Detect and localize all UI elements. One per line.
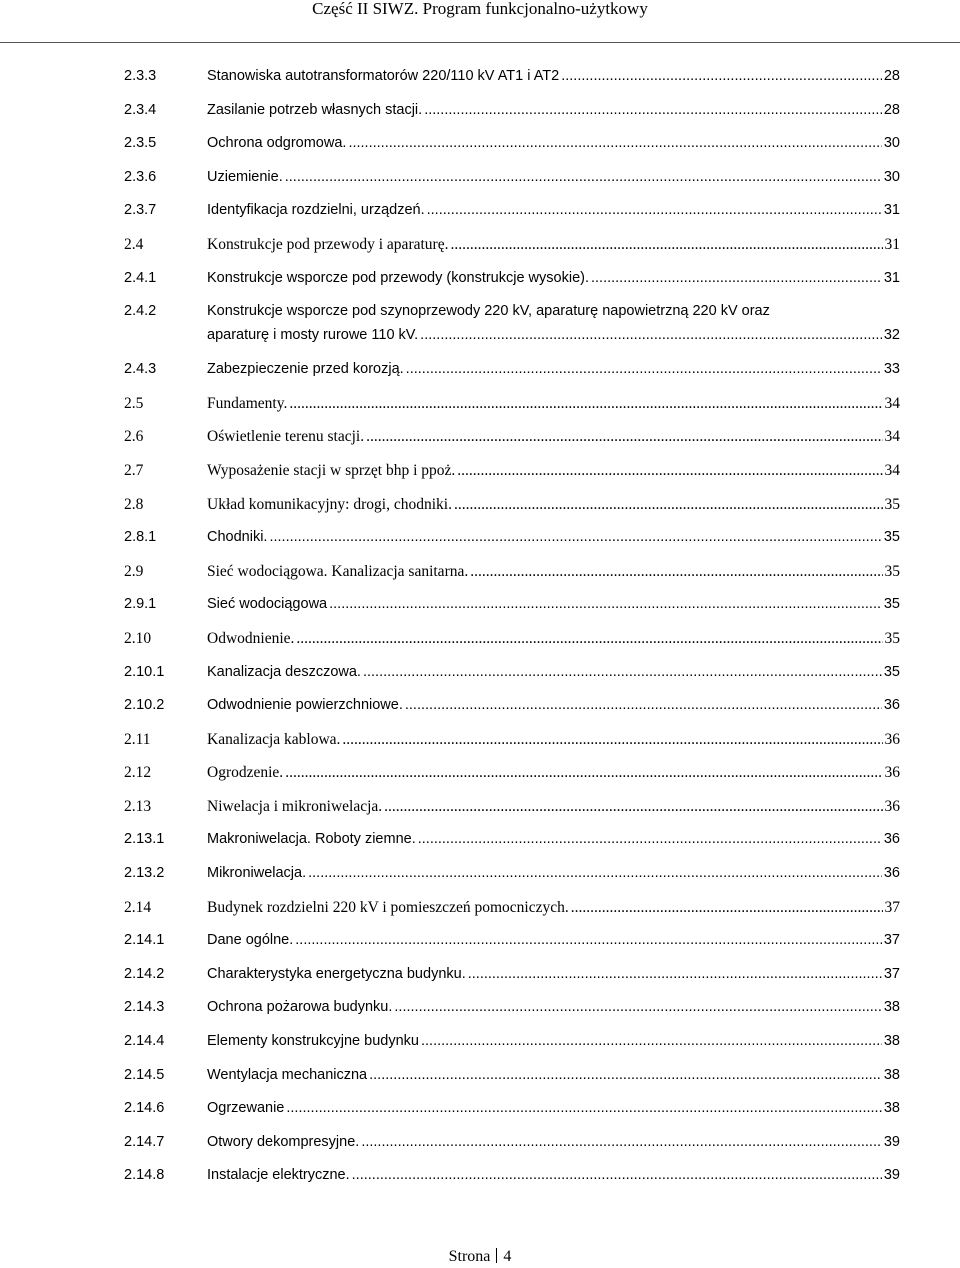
document-title: Część II SIWZ. Program funkcjonalno-użytkowy: [312, 0, 648, 18]
toc-entry-title: Ogrodzenie.: [207, 764, 284, 782]
toc-entry-body: [207, 496, 900, 514]
toc-entry-page: 38: [883, 1066, 900, 1083]
toc-entry[interactable]: [124, 1031, 900, 1065]
toc-entry[interactable]: [124, 527, 900, 561]
toc-entry-number: 2.10.1: [124, 663, 165, 680]
toc-entry[interactable]: [124, 863, 900, 897]
dot-leader: [384, 798, 882, 816]
toc-entry-title: Konstrukcje wsporcze pod szynoprzewody 220 kV, aparaturę napowietrzną 220 kV oraz: [207, 303, 770, 320]
toc-entry-title: Charakterystyka energetyczna budynku.: [207, 965, 466, 982]
dot-leader: [342, 731, 882, 749]
toc-entry[interactable]: [124, 762, 900, 796]
toc-entry-page: 28: [883, 68, 900, 84]
toc-entry-number: 2.12: [124, 764, 152, 782]
toc-entry-body: [207, 395, 900, 413]
toc-entry-page: 31: [884, 235, 900, 253]
table-of-contents: [124, 66, 900, 1199]
toc-entry-body: [207, 202, 900, 218]
dot-leader: [285, 764, 882, 782]
toc-entry[interactable]: [124, 460, 900, 494]
toc-entry-body: [207, 664, 900, 680]
toc-entry-number: 2.11: [124, 730, 151, 748]
toc-entry-body: [207, 1033, 900, 1049]
dot-leader: [352, 1167, 882, 1183]
toc-entry-body: [207, 831, 900, 847]
toc-entry-page: 34: [884, 461, 900, 479]
page-header: [0, 0, 960, 44]
toc-entry-body: [207, 361, 900, 377]
page-footer: [0, 1248, 960, 1266]
toc-entry-title: Fundamenty.: [207, 394, 288, 412]
toc-entry-page: 33: [883, 361, 900, 378]
dot-leader: [571, 899, 883, 917]
toc-entry-page: 35: [884, 629, 900, 647]
toc-entry-number: 2.4.3: [124, 361, 157, 378]
toc-entry[interactable]: [124, 426, 900, 460]
toc-entry-page: 35: [884, 562, 900, 580]
toc-entry[interactable]: [124, 494, 900, 528]
dot-leader: [424, 102, 882, 118]
toc-entry-body: [207, 798, 900, 816]
dot-leader: [285, 169, 882, 185]
toc-entry-page: 35: [883, 663, 900, 680]
toc-entry[interactable]: [124, 930, 900, 964]
toc-entry-page: 35: [884, 495, 900, 513]
toc-entry-title: Konstrukcje pod przewody i aparaturę.: [207, 235, 449, 253]
toc-entry-number: 2.3.4: [124, 101, 157, 118]
dot-leader: [420, 327, 882, 343]
dot-leader: [450, 236, 882, 254]
toc-entry[interactable]: [124, 133, 900, 167]
toc-entry[interactable]: [124, 829, 900, 863]
toc-entry[interactable]: [124, 200, 900, 234]
toc-entry-title: Konstrukcje wsporcze pod przewody (konstrukcje wysokie).: [207, 269, 589, 286]
toc-entry-title: Chodniki.: [207, 529, 268, 546]
toc-entry-number: 2.14.3: [124, 999, 165, 1016]
toc-entry-number: 2.13.2: [124, 865, 165, 882]
toc-entry[interactable]: [124, 1165, 900, 1199]
toc-entry-title: Mikroniwelacja.: [207, 865, 307, 882]
dot-leader: [591, 270, 882, 286]
toc-entry-body: [207, 899, 900, 917]
toc-entry-number: 2.14.1: [124, 932, 165, 949]
toc-entry[interactable]: [124, 1098, 900, 1132]
toc-entry[interactable]: [124, 1065, 900, 1099]
toc-entry-title: Makroniwelacja. Roboty ziemne.: [207, 831, 416, 848]
toc-entry-page: 35: [883, 529, 900, 546]
toc-entry-body: [207, 236, 900, 254]
toc-entry-body: [207, 529, 900, 545]
toc-entry-page: 34: [884, 394, 900, 412]
toc-entry-number: 2.5: [124, 394, 144, 412]
toc-entry-body: [207, 1167, 900, 1183]
toc-entry-number: 2.4.1: [124, 269, 157, 286]
toc-entry-number: 2.14.5: [124, 1066, 165, 1083]
toc-entry-page: 36: [884, 764, 900, 782]
toc-entry[interactable]: [124, 897, 900, 931]
dot-leader: [406, 361, 882, 377]
toc-entry[interactable]: [124, 234, 900, 268]
dot-leader: [457, 462, 882, 480]
toc-entry-page: 38: [883, 1033, 900, 1050]
toc-entry-body: [207, 966, 900, 982]
dot-leader: [308, 865, 882, 881]
toc-entry-page: 31: [883, 269, 900, 286]
toc-entry-title: Odwodnienie powierzchniowe.: [207, 697, 403, 714]
dot-leader: [421, 1033, 882, 1049]
toc-entry-title: Kanalizacja deszczowa.: [207, 663, 361, 680]
toc-entry-number: 2.3.3: [124, 68, 157, 84]
toc-entry-title: Zasilanie potrzeb własnych stacji.: [207, 101, 423, 118]
toc-entry-number: 2.10: [124, 629, 152, 647]
toc-entry-title: Wyposażenie stacji w sprzęt bhp i ppoż.: [207, 461, 456, 479]
toc-entry-page: 36: [883, 697, 900, 714]
toc-entry-body: [207, 169, 900, 185]
toc-entry-title: Kanalizacja kablowa.: [207, 730, 341, 748]
footer-page-number: 4: [503, 1248, 512, 1265]
toc-entry-body: [207, 630, 900, 648]
toc-entry[interactable]: [124, 100, 900, 134]
toc-entry-page: 30: [883, 168, 900, 185]
toc-entry-title-continued: aparaturę i mosty rurowe 110 kV.: [207, 327, 419, 344]
toc-entry-number: 2.14.8: [124, 1167, 165, 1184]
toc-entry-body: [207, 764, 900, 782]
toc-entry[interactable]: [124, 997, 900, 1031]
toc-entry-title: Ogrzewanie: [207, 1100, 285, 1117]
toc-entry-number: 2.14.2: [124, 965, 165, 982]
toc-entry[interactable]: [124, 628, 900, 662]
header-divider: [0, 42, 960, 43]
toc-entry-title: Oświetlenie terenu stacji.: [207, 428, 365, 446]
toc-entry-number: 2.13: [124, 797, 152, 815]
toc-entry[interactable]: [124, 301, 900, 359]
dot-leader: [561, 68, 882, 84]
dot-leader: [427, 202, 882, 218]
dot-leader: [366, 428, 882, 446]
toc-entry[interactable]: [124, 1132, 900, 1166]
dot-leader: [418, 831, 882, 847]
toc-entry-page: 30: [883, 135, 900, 152]
toc-entry-title: Sieć wodociągowa. Kanalizacja sanitarna.: [207, 562, 469, 580]
toc-entry-body: [207, 596, 900, 612]
dot-leader: [348, 135, 881, 151]
toc-entry-number: 2.3.7: [124, 202, 157, 219]
toc-entry-title: Instalacje elektryczne.: [207, 1167, 350, 1184]
dot-leader: [454, 496, 883, 514]
toc-entry-page: 39: [883, 1133, 900, 1150]
toc-entry-number: 2.8.1: [124, 529, 157, 546]
toc-entry-body: [207, 1134, 900, 1150]
toc-entry-number: 2.13.1: [124, 831, 165, 848]
toc-entry-body: [207, 932, 900, 948]
toc-entry-number: 2.3.5: [124, 135, 157, 152]
toc-entry-body: [207, 303, 900, 343]
toc-entry-body: [207, 428, 900, 446]
footer-separator: [496, 1248, 497, 1263]
toc-entry-number: 2.14.6: [124, 1100, 165, 1117]
toc-entry-page: 38: [883, 999, 900, 1016]
toc-entry-body: [207, 865, 900, 881]
toc-entry-title: Ochrona pożarowa budynku.: [207, 999, 393, 1016]
toc-entry-number: 2.14: [124, 898, 152, 916]
toc-entry[interactable]: [124, 662, 900, 696]
toc-entry-body: [207, 1067, 900, 1083]
toc-entry-title: Ochrona odgromowa.: [207, 135, 347, 152]
toc-entry-number: 2.14.4: [124, 1033, 165, 1050]
toc-entry-body: [207, 135, 900, 151]
toc-entry-title: Odwodnienie.: [207, 629, 295, 647]
toc-entry-title: Niwelacja i mikroniwelacja.: [207, 797, 383, 815]
dot-leader: [295, 932, 882, 948]
toc-entry[interactable]: [124, 964, 900, 998]
toc-entry-title: Układ komunikacyjny: drogi, chodniki.: [207, 495, 452, 513]
dot-leader: [269, 529, 881, 545]
toc-entry[interactable]: [124, 594, 900, 628]
toc-entry-body: [207, 999, 900, 1015]
dot-leader: [468, 966, 882, 982]
dot-leader: [470, 563, 882, 581]
toc-entry-title: Budynek rozdzielni 220 kV i pomieszczeń pomocniczych.: [207, 898, 569, 916]
footer-label: Strona: [448, 1248, 491, 1265]
toc-entry-number: 2.7: [124, 461, 144, 479]
toc-entry-title: Wentylacja mechaniczna: [207, 1066, 368, 1083]
toc-entry-page: 35: [883, 596, 900, 613]
toc-entry[interactable]: [124, 66, 900, 100]
dot-leader: [289, 395, 882, 413]
toc-entry-number: 2.14.7: [124, 1133, 165, 1150]
toc-entry-number: 2.4.2: [124, 303, 157, 320]
toc-entry-body: [207, 462, 900, 480]
toc-entry-title: Otwory dekompresyjne.: [207, 1133, 360, 1150]
toc-entry[interactable]: [124, 561, 900, 595]
toc-entry-page: 36: [883, 831, 900, 848]
toc-entry-title: Zabezpieczenie przed korozją.: [207, 361, 404, 378]
toc-entry-number: 2.8: [124, 495, 144, 513]
toc-entry-body: [207, 563, 900, 581]
toc-entry-page: 34: [884, 428, 900, 446]
toc-entry-number: 2.4: [124, 235, 144, 253]
dot-leader: [296, 630, 882, 648]
dot-leader: [286, 1100, 881, 1116]
toc-entry[interactable]: [124, 359, 900, 393]
toc-entry[interactable]: [124, 695, 900, 729]
toc-entry[interactable]: [124, 729, 900, 763]
toc-entry-page: 38: [883, 1100, 900, 1117]
toc-entry-number: 2.3.6: [124, 168, 157, 185]
toc-entry[interactable]: [124, 268, 900, 302]
toc-entry-page: 36: [884, 797, 900, 815]
toc-entry[interactable]: [124, 796, 900, 830]
dot-leader: [405, 697, 882, 713]
toc-entry-page: 39: [883, 1167, 900, 1184]
toc-entry-page: 37: [883, 965, 900, 982]
toc-entry-title: Elementy konstrukcyjne budynku: [207, 1033, 419, 1050]
toc-entry-title: Sieć wodociągowa: [207, 596, 328, 613]
toc-entry-title: Dane ogólne.: [207, 932, 294, 949]
toc-entry-body: [207, 697, 900, 713]
toc-entry-number: 2.9.1: [124, 596, 157, 613]
dot-leader: [363, 664, 882, 680]
toc-entry-body: [207, 68, 900, 84]
toc-entry[interactable]: [124, 393, 900, 427]
toc-entry-page: 37: [884, 898, 900, 916]
toc-entry-page: 37: [883, 932, 900, 949]
toc-entry-body: [207, 1100, 900, 1116]
toc-entry-page: 31: [883, 202, 900, 219]
toc-entry-number: 2.10.2: [124, 697, 165, 714]
toc-entry-body: [207, 270, 900, 286]
dot-leader: [394, 999, 881, 1015]
toc-entry-page: 28: [883, 101, 900, 118]
toc-entry-title: Stanowiska autotransformatorów 220/110 kV AT1 i AT2: [207, 68, 560, 84]
toc-entry-title: Uziemienie.: [207, 168, 283, 185]
toc-entry-body: [207, 731, 900, 749]
dot-leader: [361, 1134, 882, 1150]
toc-entry-number: 2.6: [124, 428, 144, 446]
toc-entry[interactable]: [124, 167, 900, 201]
toc-entry-body: [207, 102, 900, 118]
dot-leader: [369, 1067, 882, 1083]
toc-entry-page: 32: [883, 327, 900, 344]
toc-entry-page: 36: [884, 730, 900, 748]
toc-entry-page: 36: [883, 865, 900, 882]
toc-entry-number: 2.9: [124, 562, 144, 580]
toc-entry-title: Identyfikacja rozdzielni, urządzeń.: [207, 202, 425, 219]
dot-leader: [329, 596, 882, 612]
